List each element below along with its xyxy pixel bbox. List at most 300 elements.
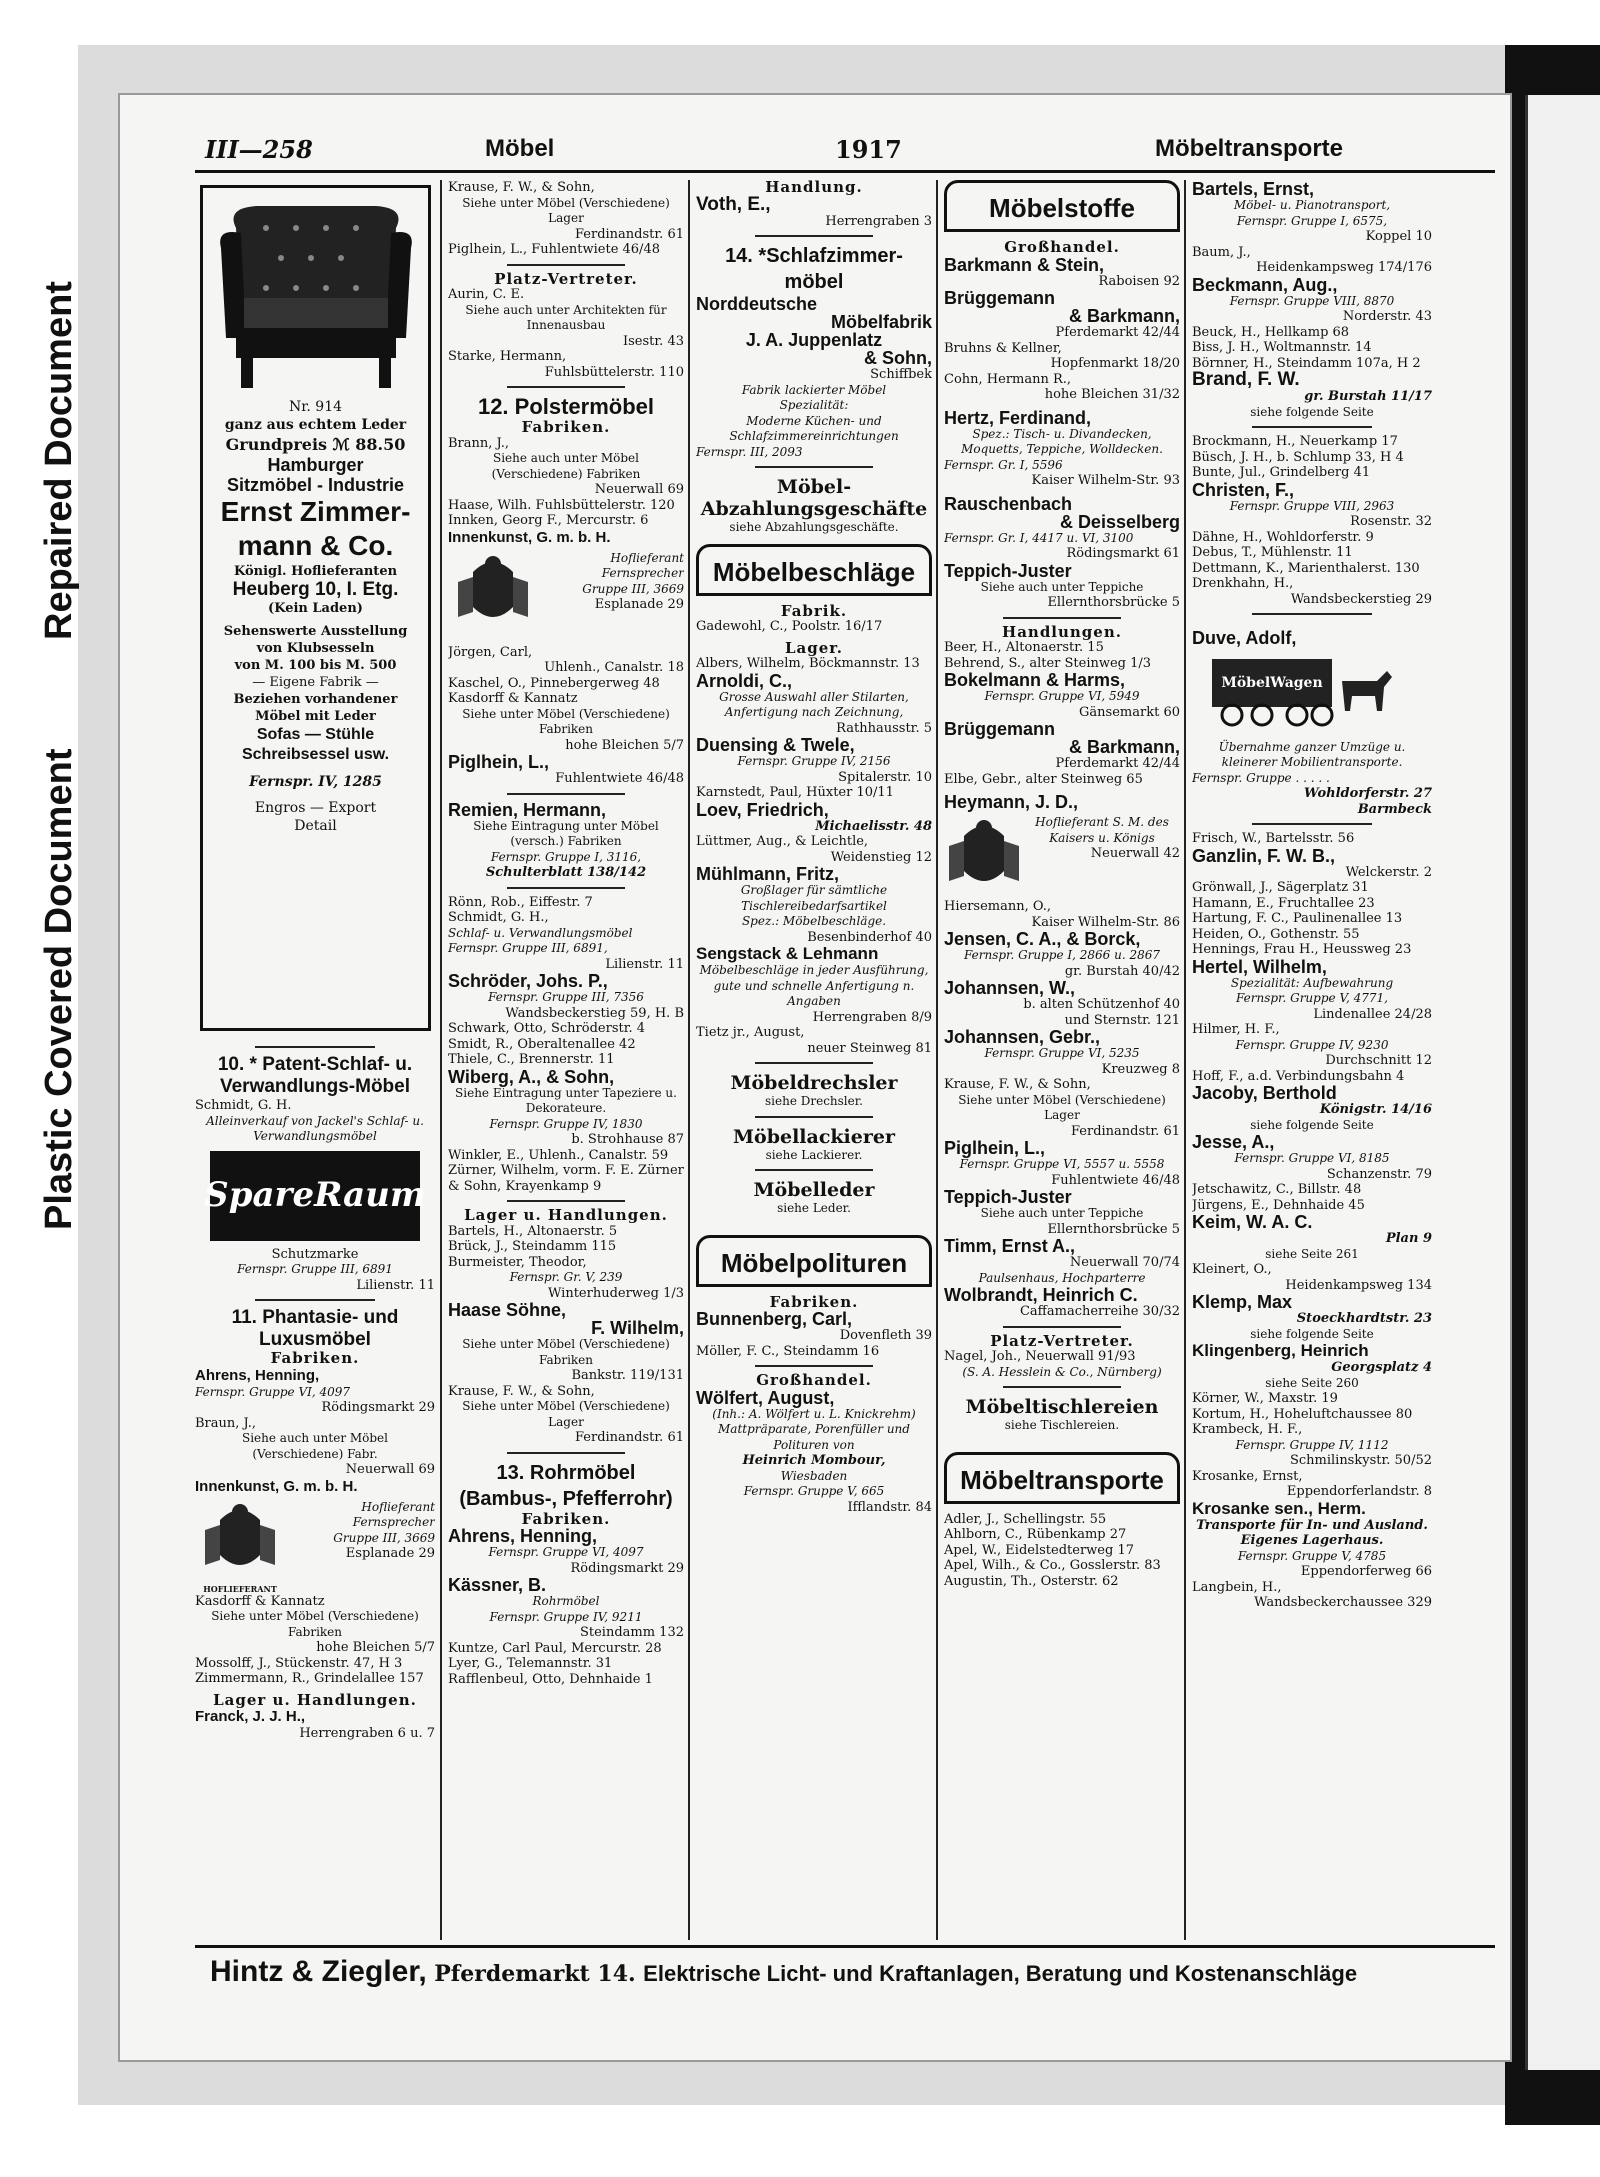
subheading: Platz-Vertreter.: [494, 269, 638, 288]
entry-note: Heinrich Mombour,: [742, 1453, 886, 1468]
entry-address: Lindenallee 24/28: [1313, 1006, 1432, 1022]
entry-address: Fuhlsbüttelerstr. 110: [544, 364, 684, 380]
entry: Kuntze, Carl Paul, Mercurstr. 28: [448, 1640, 662, 1656]
entry-address: Schanzenstr. 79: [1326, 1166, 1432, 1182]
entry: Schutzmarke: [271, 1246, 359, 1262]
entry-note: Schlaf- u. Verwandlungsmöbel: [448, 925, 633, 940]
entry-address: Norderstr. 43: [1342, 309, 1432, 324]
entry: Bunte, Jul., Grindelberg 41: [1192, 465, 1371, 480]
entry: Möller, F. C., Steindamm 16: [696, 1343, 880, 1359]
ad-line: Königl. Hoflieferanten: [233, 564, 398, 579]
entry-address: Eppendorferweg 66: [1300, 1564, 1432, 1579]
footer-advert: [210, 1955, 1500, 1995]
entry-phone: Fernspr. Gruppe VIII, 2963: [1229, 498, 1395, 513]
entry-name: Heymann, J. D.,: [944, 792, 1079, 812]
entry-note: Wiesbaden: [780, 1468, 848, 1483]
entry: Schmidt, G. H.: [195, 1098, 292, 1113]
entry-name: Jacoby, Berthold: [1192, 1083, 1337, 1103]
entry-name: Möbelfabrik: [830, 312, 932, 332]
next-page-edge: [1525, 95, 1600, 2070]
entry-note: Großlager für sämtliche Tischlereibedarfsartikel: [740, 883, 888, 913]
entry-address: Neuerwall 69: [594, 482, 684, 497]
ad-line: — Eigene Fabrik —: [252, 675, 379, 690]
header-section: Möbel: [485, 135, 555, 162]
entry-name: Brand, F. W.: [1192, 369, 1300, 390]
entry: Drenkhahn, H.,: [1192, 576, 1294, 591]
entry-note: Hoflieferant: [610, 550, 684, 565]
separator: [255, 1299, 375, 1301]
entry-address: neuer Steinweg 81: [807, 1040, 932, 1056]
entry-phone: Fernspr. Gr. I, 5596: [944, 457, 1063, 472]
entry: Frisch, W., Bartelsstr. 56: [1192, 831, 1355, 846]
entry-address: Welckerstr. 2: [1345, 864, 1432, 880]
entry-note: siehe folgende Seite: [1250, 404, 1374, 419]
section-heading: Möbelbeschläge: [712, 556, 916, 587]
entry-note: (S. A. Hesslein & Co., Nürnberg): [962, 1364, 1162, 1379]
entry-name: Brüggemann: [944, 719, 1056, 739]
entry-note: siehe Seite 260: [1265, 1375, 1359, 1390]
entry-phone: Fernspr. Gruppe IV, 1830: [489, 1116, 643, 1131]
hoflief-label: HOFLIEFERANT: [203, 1584, 277, 1594]
entry-note: siehe Abzahlungsgeschäfte.: [729, 520, 899, 534]
entry-name: Innenkunst, G. m. b. H.: [448, 528, 611, 546]
entry-phone: Fernspr. Gruppe III, 6891: [237, 1262, 393, 1276]
entry-phone: Fernspr. Gruppe VI, 5235: [984, 1046, 1140, 1060]
entry: Krosanke, Ernst,: [1192, 1468, 1303, 1484]
entry: Burmeister, Theodor,: [448, 1254, 587, 1270]
entry: Piglhein, L., Fuhlentwiete 46/48: [448, 242, 660, 257]
entry-address: b. alten Schützenhof 40: [1023, 997, 1180, 1012]
entry-address: Besenbinderhof 40: [807, 929, 932, 945]
subheading: Fabriken.: [769, 1292, 859, 1311]
page-header: [205, 135, 1495, 175]
entry: Kasdorff & Kannatz: [448, 691, 578, 706]
entry-name: & Sohn,: [864, 348, 932, 368]
entry: Augustin, Th., Osterstr. 62: [944, 1573, 1119, 1589]
entry: Krause, F. W., & Sohn,: [448, 180, 595, 195]
entry: Hartung, F. C., Paulinenallee 13: [1192, 911, 1403, 926]
entry-address: Schmilinskystr. 50/52: [1289, 1453, 1432, 1468]
entry-name: Beckmann, Aug.,: [1192, 274, 1338, 295]
ad-line: Sehenswerte Ausstellung: [223, 624, 408, 639]
section-heading: Möbel-Abzahlungsgeschäfte: [700, 476, 928, 520]
entry-name: Jensen, C. A., & Borck,: [944, 929, 1141, 949]
entry: Thiele, C., Brennerstr. 11: [448, 1052, 615, 1067]
ad-line: Engros — Export: [254, 800, 377, 816]
entry-address: Steindamm 132: [579, 1625, 684, 1640]
entry-name: Ganzlin, F. W. B.,: [1192, 845, 1336, 866]
entry-note: Siehe auch unter Architekten für Innenausbau: [465, 302, 667, 332]
entry-address: hohe Bleichen 5/7: [565, 737, 684, 753]
entry: Börnner, H., Steindamm 107a, H 2: [1192, 355, 1421, 371]
entry-phone: Fernspr. Gruppe VI, 4097: [488, 1545, 644, 1559]
entry-name: Hertel, Wilhelm,: [1192, 956, 1327, 977]
advert-zimmermann: [200, 185, 431, 1031]
coat-of-arms-icon: [200, 1500, 280, 1578]
subheading: Großhandel.: [756, 1371, 872, 1389]
header-rule: [195, 170, 1495, 173]
entry: Dettmann, K., Marienthalerst. 130: [1192, 560, 1420, 576]
entry-address: gr. Burstah 11/17: [1304, 389, 1432, 404]
entry-name: Klingenberg, Heinrich: [1192, 1341, 1369, 1360]
entry: Langbein, H.,: [1192, 1579, 1282, 1595]
entry-name: Rauschenbach: [944, 493, 1073, 514]
entry-name: Duensing & Twele,: [696, 735, 855, 755]
entry: Büsch, J. H., b. Schlump 33, H 4: [1192, 449, 1404, 465]
subheading: Platz-Vertreter.: [990, 1331, 1134, 1350]
moving-van-icon: [1202, 651, 1402, 731]
subheading: Fabriken.: [521, 418, 611, 436]
entry-note: (Inh.: A. Wölfert u. L. Knickrehm) Mattpräparate, Porenfüller und Polituren von: [712, 1406, 916, 1452]
entry-address: Bankstr. 119/131: [571, 1368, 684, 1383]
section-heading: 14. *Schlafzimmer-möbel: [725, 245, 903, 293]
entry-note: siehe Drechsler.: [765, 1094, 863, 1108]
entry-note: Siehe unter Möbel (Verschiedene) Fabriken: [462, 1337, 670, 1367]
entry-name: Hertz, Ferdinand,: [944, 407, 1092, 428]
entry: Rönn, Rob., Eiffestr. 7: [448, 894, 593, 910]
ad-price: Grundpreis ℳ 88.50: [225, 435, 406, 454]
entry: Heiden, O., Gothenstr. 55: [1192, 926, 1360, 942]
entry-phone: Fernspr. Gruppe V, 4785: [1237, 1548, 1387, 1563]
entry-note: siehe Leder.: [777, 1201, 851, 1215]
entry: Debus, T., Mühlenstr. 11: [1192, 545, 1353, 560]
entry-note: Siehe auch unter Teppiche: [980, 1206, 1144, 1220]
entry-phone: Fernspr. Gruppe VI, 8185: [1234, 1151, 1390, 1165]
entry-address: Ellernthorsbrücke 5: [1047, 595, 1180, 610]
entry-address: Gänsemarkt 60: [1079, 704, 1180, 720]
entry: Ahlborn, C., Rübenkamp 27: [944, 1527, 1127, 1542]
entry-name: Remien, Hermann,: [448, 799, 607, 820]
entry-address: Koppel 10: [1365, 229, 1432, 244]
entry-name: Bartels, Ernst,: [1192, 180, 1315, 199]
entry-note: Hoflieferant: [361, 1499, 435, 1514]
entry: Lyer, G., Telemannstr. 31: [448, 1656, 613, 1671]
entry-address: Pferdemarkt 42/44: [1055, 325, 1180, 340]
ad-line: Beziehen vorhandener: [233, 692, 398, 707]
entry-phone: Fernspr. Gruppe . . . . .: [1192, 770, 1330, 785]
entry-address: Neuerwall 69: [345, 1462, 435, 1477]
plastic-label: Plastic Covered Document: [38, 748, 80, 1230]
entry: Aurin, C. E.: [448, 287, 525, 302]
section-heading: 11. Phantasie- und Luxusmöbel: [231, 1307, 399, 1350]
page-number: III—258: [205, 135, 313, 164]
entry-phone: Fernspr. Gruppe VI, 5557 u. 5558: [959, 1157, 1165, 1171]
entry-address: Eppendorferlandstr. 8: [1286, 1484, 1432, 1499]
entry: Albers, Wilhelm, Böckmannstr. 13: [696, 656, 920, 671]
entry-address: Kaiser Wilhelm-Str. 93: [1031, 473, 1180, 488]
entry-phone: Fernspr. Gr. V, 239: [509, 1270, 623, 1284]
entry-address: Fuhlentwiete 46/48: [1051, 1172, 1180, 1188]
entry: Brockmann, H., Neuerkamp 17: [1192, 434, 1398, 449]
entry-name: Piglhein, L.,: [944, 1138, 1046, 1158]
entry-address: Schiffbek: [870, 367, 932, 382]
section-heading: 10. * Patent-Schlaf- u. Verwandlungs-Möbel: [217, 1054, 413, 1097]
ad-line: Sofas — Stühle: [256, 726, 375, 743]
entry: Rafflenbeul, Otto, Dehnhaide 1: [448, 1671, 653, 1687]
column-rule: [1184, 180, 1186, 1940]
section-heading: Möbelleder: [753, 1179, 875, 1201]
column-1: [195, 1040, 435, 1940]
entry-address: Rödingsmarkt 61: [1066, 546, 1180, 561]
entry-address: Caffamacherreihe 30/32: [1019, 1304, 1180, 1319]
ad-line: Detail: [294, 818, 337, 834]
entry-phone: Fernspr. III, 2093: [696, 444, 803, 459]
section-heading: Möbelstoffe: [989, 193, 1135, 223]
entry-name: Ahrens, Henning,: [448, 1526, 598, 1546]
entry-phone: Gruppe III, 3669: [333, 1530, 435, 1545]
entry-note: Transporte für In- und Ausland. Eigenes Lagerhaus.: [1196, 1517, 1428, 1548]
entry-address: hohe Bleichen 31/32: [1044, 387, 1180, 402]
column-rule: [936, 180, 938, 1940]
section-frame: [944, 180, 1180, 232]
section-frame: [944, 1452, 1180, 1504]
footer-text: Elektrische Licht- und Kraftanlagen, Beratung und Kostenanschläge: [643, 1961, 1358, 1986]
entry-note: Siehe unter Möbel (Verschiedene) Lager: [958, 1092, 1166, 1122]
entry: Beer, H., Altonaerstr. 15: [944, 640, 1104, 655]
section-heading: 13. Rohrmöbel (Bambus-, Pfefferrohr): [459, 1461, 673, 1510]
ad-line: (Kein Laden): [268, 601, 363, 616]
entry: Kasdorff & Kannatz: [195, 1593, 325, 1609]
entry-name: Christen, F.,: [1192, 479, 1295, 500]
entry: Gadewohl, C., Poolstr. 16/17: [696, 619, 883, 634]
entry-address: Kaiser Wilhelm-Str. 86: [1031, 914, 1180, 930]
entry: Biss, J. H., Woltmannstr. 14: [1192, 340, 1372, 355]
entry-name: Jesse, A.,: [1192, 1132, 1275, 1152]
entry-phone: Fernspr. Gruppe IV, 1112: [1235, 1437, 1389, 1452]
entry-note: Siehe auch unter Teppiche: [980, 579, 1144, 594]
entry-name: Franck, J. J. H.,: [195, 1708, 306, 1725]
entry-address: Neuerwall 42: [1090, 846, 1180, 861]
entry: Krambeck, H. F.,: [1192, 1422, 1303, 1437]
subheading: Handlung.: [765, 180, 863, 196]
entry: Brann, J.,: [448, 435, 509, 451]
ad-nr: Nr. 914: [288, 399, 343, 415]
entry-address: Heidenkampsweg 174/176: [1256, 260, 1432, 275]
ad-line: ganz aus echtem Leder: [224, 417, 407, 433]
entry-note: Siehe auch unter Möbel (Verschiedene) Fabriken: [491, 451, 641, 481]
ad-line: Sitzmöbel - Industrie: [226, 475, 404, 495]
entry-phone: Fernspr. Gruppe V, 665: [743, 1484, 885, 1498]
entry: Elbe, Gebr., alter Steinweg 65: [944, 771, 1143, 787]
coat-of-arms-icon: [453, 551, 533, 631]
entry-name: Wölfert, August,: [696, 1387, 835, 1408]
entry-note: Paulsenhaus, Hochparterre: [978, 1270, 1146, 1285]
entry-note: siehe Tischlereien.: [1004, 1418, 1120, 1432]
column-5: [1192, 180, 1432, 1940]
entry-address: Esplanade 29: [594, 597, 684, 612]
entry: Brück, J., Steindamm 115: [448, 1239, 617, 1254]
ad-company: mann & Co.: [237, 530, 394, 561]
entry: Zürner, Wilhelm, vorm. F. E. Zürner & Sohn, Krayenkamp 9: [448, 1163, 684, 1194]
entry-address: Neuerwall 70/74: [1069, 1255, 1180, 1270]
entry: Haase, Wilh. Fuhlsbüttelerstr. 120: [448, 497, 675, 513]
entry-note: Siehe Eintragung unter Tapeziere u. Dekorateure.: [455, 1085, 677, 1115]
entry: Apel, W., Eidelstedterweg 17: [944, 1542, 1134, 1558]
entry: Kleinert, O.,: [1192, 1262, 1272, 1277]
entry-note: siehe Lackierer.: [765, 1147, 863, 1162]
entry-phone: Fernspr. Gruppe I, 3116,: [490, 849, 642, 864]
entry: Hamann, E., Fruchtallee 23: [1192, 895, 1375, 911]
section-heading: Möbellackierer: [733, 1125, 895, 1148]
entry-phone: Fernspr. Gruppe IV, 2156: [737, 754, 891, 768]
subheading: Lager u. Handlungen.: [464, 1206, 668, 1224]
header-topic: Möbeltransporte: [1155, 135, 1344, 162]
entry-name: Barkmann & Stein,: [944, 254, 1105, 275]
subheading: Fabriken.: [270, 1349, 360, 1367]
entry-note: Hoflieferant S. M. des Kaisers u. Königs: [1035, 815, 1169, 845]
ad-line: von M. 100 bis M. 500: [234, 658, 397, 673]
entry: Baum, J.,: [1192, 244, 1251, 260]
entry: Krause, F. W., & Sohn,: [448, 1383, 595, 1399]
entry: Lüttmer, Aug., & Leichtle,: [696, 834, 869, 849]
entry-name: Brüggemann: [944, 288, 1056, 308]
entry-note: Spezialität:: [779, 398, 849, 412]
ad-address: Heuberg 10, I. Etg.: [232, 579, 399, 600]
entry-address: Lilienstr. 11: [356, 1277, 435, 1293]
entry-name: Piglhein, L.,: [448, 752, 550, 772]
entry-address: Esplanade 29: [345, 1546, 435, 1561]
entry-name: Wolbrandt, Heinrich C.: [944, 1285, 1138, 1305]
entry-note: Moderne Küchen- und Schlafzimmereinrichtungen: [729, 413, 899, 443]
entry-phone: Fernspr. Gruppe III, 7356: [488, 990, 644, 1004]
subheading: Lager u. Handlungen.: [213, 1690, 417, 1709]
entry-note: siehe folgende Seite: [1250, 1117, 1374, 1132]
entry-address: Raboisen 92: [1098, 273, 1180, 289]
entry: Dähne, H., Wohldorferstr. 9: [1192, 529, 1374, 545]
entry-name: F. Wilhelm,: [591, 1318, 684, 1338]
armchair-illustration: [216, 188, 416, 393]
entry: Karnstedt, Paul, Hüxter 10/11: [696, 785, 894, 800]
entry-address: Heidenkampsweg 134: [1285, 1277, 1432, 1293]
section-frame: [696, 544, 932, 596]
entry-phone: Fernspr. Gruppe I, 2866 u. 2867: [963, 948, 1161, 962]
entry-address: Herrengraben 3: [825, 213, 932, 229]
entry-note: Möbel- u. Pianotransport,: [1233, 198, 1391, 212]
ad-line: Hamburger: [267, 455, 364, 475]
entry-address: Ferdinandstr. 61: [1070, 1123, 1180, 1139]
entry-note: Siehe unter Möbel (Verschiedene) Fabriken: [211, 1609, 419, 1639]
spareraum-logo: SpareRaum: [210, 1151, 420, 1241]
entry-address: und Sternstr. 121: [1064, 1012, 1180, 1028]
header-year: 1917: [835, 135, 902, 164]
entry: Beuck, H., Hellkamp 68: [1192, 324, 1350, 340]
entry-address: Wandsbeckerstieg 29: [1290, 591, 1432, 607]
section-heading: Möbeltransporte: [960, 1464, 1164, 1495]
column-rule: [440, 180, 442, 1940]
entry: Bruhns & Kellner,: [944, 340, 1062, 356]
entry-name: Keim, W. A. C.: [1192, 1212, 1313, 1232]
entry-address: Georgsplatz 4: [1331, 1360, 1432, 1375]
entry-name: Timm, Ernst A.,: [944, 1236, 1076, 1256]
separator: [255, 1046, 375, 1048]
subheading: Großhandel.: [1004, 238, 1120, 256]
entry-address: Ifflandstr. 84: [847, 1499, 932, 1515]
subheading: Lager.: [784, 638, 844, 657]
entry-phone: Fernspr. Gruppe I, 6575,: [1236, 213, 1388, 228]
entry-address: Fuhlentwiete 46/48: [555, 771, 684, 786]
entry: Braun, J.,: [195, 1415, 256, 1431]
entry-note: Siehe unter Möbel (Verschiedene) Lager: [462, 1399, 670, 1429]
entry: Jörgen, Carl,: [448, 644, 533, 660]
entry-address: Ferdinandstr. 61: [574, 226, 684, 242]
entry-address: Uhlenh., Canalstr. 18: [544, 660, 684, 675]
ad-line: Möbel mit Leder: [255, 709, 376, 724]
entry-address: Kreuzweg 8: [1101, 1061, 1180, 1077]
entry-address: Barmbeck: [1357, 801, 1432, 817]
entry-address: Ferdinandstr. 61: [574, 1430, 684, 1445]
entry-address: Plan 9: [1385, 1231, 1432, 1246]
entry-phone: Fernspr. Gruppe VI, 4097: [195, 1384, 351, 1399]
entry-phone: Fernspr. Gruppe IV, 9230: [1235, 1037, 1389, 1052]
entry-address: Rosenstr. 32: [1350, 514, 1432, 529]
entry-note: Spezialität: Aufbewahrung: [1230, 975, 1394, 990]
entry-name: Haase Söhne,: [448, 1300, 567, 1320]
entry-note: siehe Seite 261: [1265, 1246, 1359, 1261]
footer-rule: [195, 1945, 1495, 1948]
entry-name: & Barkmann,: [1068, 737, 1180, 757]
entry-name: Sengstack & Lehmann: [696, 944, 879, 963]
entry-address: Durchschnitt 12: [1325, 1053, 1432, 1068]
entry-phone: Fernspr. Gr. I, 4417 u. VI, 3100: [944, 530, 1134, 545]
entry-phone: Fernspr. Gruppe III, 6891,: [448, 941, 608, 955]
entry-name: Arnoldi, C.,: [696, 670, 792, 691]
ad-line: Schreibsessel usw.: [241, 746, 390, 763]
entry-address: gr. Burstah 40/42: [1064, 963, 1180, 979]
section-heading: 12. Polstermöbel: [477, 394, 655, 419]
subheading: Handlungen.: [1002, 622, 1122, 641]
entry: Hennings, Frau H., Heussweg 23: [1192, 942, 1412, 957]
entry: Körner, W., Maxstr. 19: [1192, 1391, 1338, 1406]
entry-address: Lilienstr. 11: [605, 956, 684, 972]
ad-line: von Klubsesseln: [256, 641, 375, 656]
entry-name: Loev, Friedrich,: [696, 799, 829, 820]
entry-name: & Barkmann,: [1068, 306, 1180, 326]
entry-name: Johannsen, Gebr.,: [944, 1027, 1101, 1047]
entry-note: Spez.: Tisch- u. Divandecken, Moquetts, Teppiche, Wolldecken.: [961, 426, 1163, 456]
entry: Kaschel, O., Pinnebergerweg 48: [448, 675, 660, 691]
entry: Mossolff, J., Stückenstr. 47, H 3: [195, 1655, 403, 1671]
entry-name: Wiberg, A., & Sohn,: [448, 1066, 615, 1087]
entry-note: Grosse Auswahl aller Stilarten, Anfertigung nach Zeichnung,: [719, 689, 909, 719]
entry-name: Johannsen, W.,: [944, 978, 1076, 998]
entry-note: Siehe auch unter Möbel (Verschiedene) Fabr.: [241, 1431, 388, 1461]
entry-address: Königstr. 14/16: [1319, 1102, 1432, 1117]
entry: Tietz jr., August,: [696, 1025, 805, 1040]
section-frame: [696, 1235, 932, 1287]
entry-address: Wandsbeckerstieg 59, H. B: [505, 1005, 684, 1021]
entry-address: Isestr. 43: [623, 333, 684, 349]
entry-note: Siehe unter Möbel (Verschiedene) Lager: [462, 195, 670, 225]
document-page: [120, 95, 1510, 2060]
entry: Adler, J., Schellingstr. 55: [944, 1511, 1107, 1527]
entry: Apel, Wilh., & Co., Gosslerstr. 83: [944, 1558, 1161, 1573]
entry-note: Fabrik lackierter Möbel: [741, 382, 887, 397]
entry: Winkler, E., Uhlenh., Canalstr. 59: [448, 1147, 669, 1163]
section-heading: Möbeltischlereien: [965, 1396, 1159, 1418]
entry-address: Herrengraben 8/9: [812, 1009, 932, 1025]
entry-address: Winterhuderweg 1/3: [548, 1285, 684, 1301]
entry-name: Ahrens, Henning,: [195, 1366, 320, 1384]
entry: Cohn, Hermann R.,: [944, 371, 1072, 387]
entry-note: siehe folgende Seite: [1250, 1326, 1374, 1341]
entry-address: Weidenstieg 12: [830, 849, 932, 865]
entry: Starke, Hermann,: [448, 349, 567, 364]
coat-of-arms-icon: [944, 815, 1024, 895]
entry: Innken, Georg F., Mercurstr. 6: [448, 513, 649, 528]
column-rule: [688, 180, 690, 1940]
entry-name: Schröder, Johs. P.,: [448, 971, 608, 991]
ad-phone: Fernspr. IV, 1285: [249, 774, 382, 790]
